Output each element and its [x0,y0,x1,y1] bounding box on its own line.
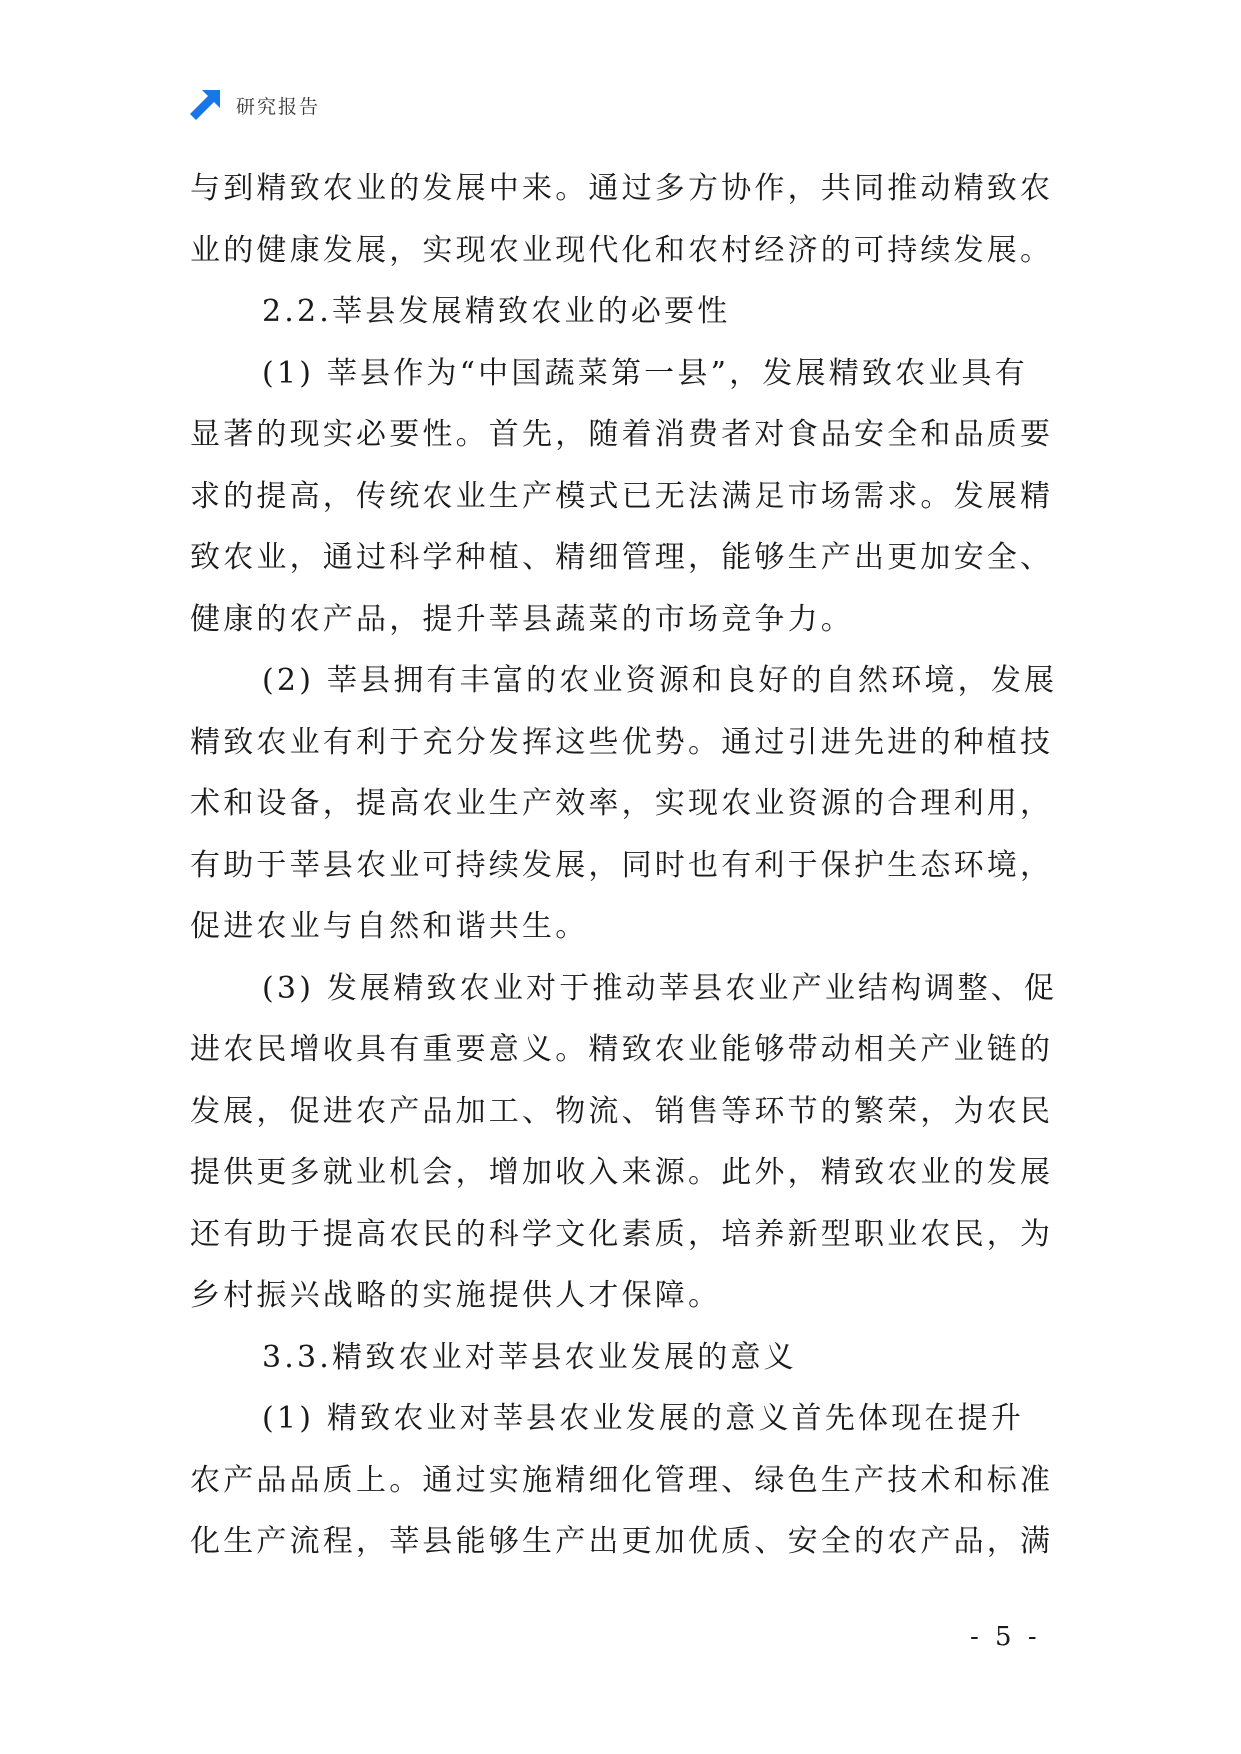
text-line: 术和设备，提高农业生产效率，实现农业资源的合理利用， [190,786,1054,821]
text-line: (1) 莘县作为“中国蔬菜第一县”，发展精致农业具有 [262,355,1028,391]
text-line: 业的健康发展，实现农业现代化和农村经济的可持续发展。 [190,232,1054,268]
text-line: 促进农业与自然和谐共生。 [190,909,589,944]
header-title: 研究报告 [236,95,321,118]
text-line: 农产品品质上。通过实施精细化管理、绿色生产技术和标准 [190,1462,1054,1498]
page-number: - 5 - [970,1622,1041,1652]
text-line: (2) 莘县拥有丰富的农业资源和良好的自然环境，发展 [262,663,1058,698]
text-line: 精致农业有利于充分发挥这些优势。通过引进先进的种植技 [190,724,1054,760]
text-line: 健康的农产品，提升莘县蔬菜的市场竞争力。 [190,601,854,637]
text-line: (1) 精致农业对莘县农业发展的意义首先体现在提升 [262,1401,1025,1436]
text-line: 还有助于提高农民的科学文化素质，培养新型职业农民，为 [190,1216,1054,1252]
text-line: 有助于莘县农业可持续发展，同时也有利于保护生态环境， [190,847,1054,883]
text-line: 显著的现实必要性。首先，随着消费者对食品安全和品质要 [190,417,1054,452]
arrow-up-right-icon [188,88,222,122]
text-line: 发展，促进农产品加工、物流、销售等环节的繁荣，为农民 [190,1093,1054,1129]
text-line: 致农业，通过科学种植、精细管理，能够生产出更加安全、 [190,540,1054,575]
text-line: 乡村振兴战略的实施提供人才保障。 [190,1278,722,1313]
text-line: 进农民增收具有重要意义。精致农业能够带动相关产业链的 [190,1032,1054,1067]
text-line: 2.2.莘县发展精致农业的必要性 [262,294,731,329]
text-line: 求的提高，传统农业生产模式已无法满足市场需求。发展精 [190,478,1054,514]
text-line: 3.3.精致农业对莘县农业发展的意义 [262,1339,797,1375]
text-line: (3) 发展精致农业对于推动莘县农业产业结构调整、促 [262,970,1058,1006]
document-body [190,158,1058,1573]
text-line: 提供更多就业机会，增加收入来源。此外，精致农业的发展 [190,1155,1054,1190]
text-line: 与到精致农业的发展中来。通过多方协作，共同推动精致农 [190,171,1054,206]
report-header [188,88,320,122]
text-line: 化生产流程，莘县能够生产出更加优质、安全的农产品，满 [190,1524,1054,1559]
